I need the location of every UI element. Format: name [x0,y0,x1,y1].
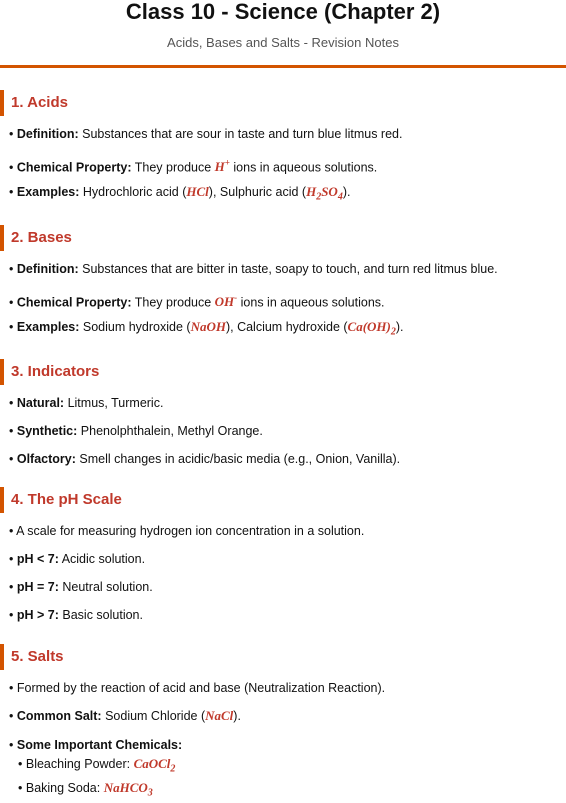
item-text: Sodium Chloride ( [105,709,206,723]
item-label: Common Salt: [16,709,102,723]
list-item: • Definition: Substances that are sour in taste and turn blue litmus red. [9,127,403,141]
formula-superscript: + [224,158,230,168]
list-item: • Olfactory: Smell changes in acidic/basic media (e.g., Onion, Vanilla). [9,452,401,466]
section-accent-bar [0,487,4,513]
section-accent-bar [0,90,4,116]
item-text: Bleaching Powder: [25,757,131,771]
section-title: 1. Acids [11,94,68,111]
item-label: Examples: [16,320,80,334]
chemical-formula [215,294,238,309]
item-text: ). [395,320,404,334]
list-item: • pH > 7: Basic solution. [9,608,143,622]
chemical-formula [133,756,176,775]
page-title: Class 10 - Science (Chapter 2) [125,0,441,24]
page-header [0,0,566,68]
item-text: ions in aqueous solutions. [240,295,385,310]
item-text: Litmus, Turmeric. [67,396,164,410]
section-title: 2. Bases [11,229,72,246]
item-label: pH < 7: [16,552,59,566]
formula-superscript: - [234,293,238,303]
item-text: Baking Soda: [25,781,101,795]
chemical-formula: NaOH [190,319,226,334]
chemical-formula: HCl [186,184,209,199]
item-label: Natural: [16,396,65,410]
section-heading [0,90,560,116]
chemical-formula: NaCl [205,708,234,723]
item-label: Definition: [16,262,79,276]
item-label: Definition: [16,127,79,141]
formula-subscript: 3 [147,787,153,799]
item-label: Olfactory: [16,452,76,466]
item-label: Chemical Property: [16,295,132,310]
item-text: Phenolphthalein, Methyl Orange. [80,424,263,438]
section-heading [0,225,560,251]
item-text: Substances that are sour in taste and turn blue litmus red. [82,127,403,141]
item-text: Sodium hydroxide ( [82,320,191,334]
item-text: ), Calcium hydroxide ( [225,320,348,334]
chemical-formula [215,159,230,174]
item-label: pH = 7: [16,580,59,594]
section-heading [0,487,560,513]
formula-subscript: 2 [316,191,322,203]
list-item: • Chemical Property: They produce H+ ions in aqueous solutions. [9,158,378,175]
item-text: They produce [134,160,212,175]
formula-part: SO [321,184,338,199]
section-accent-bar [0,359,4,385]
item-text: They produce [134,295,212,310]
item-label: Examples: [16,185,80,199]
formula-subscript: 4 [337,191,343,203]
item-label: Synthetic: [16,424,78,438]
formula-part: H [306,184,317,199]
item-text: A scale for measuring hydrogen ion concentration in a solution. [16,524,365,538]
list-item: • Synthetic: Phenolphthalein, Methyl Orange. [9,424,263,438]
list-item: • Some Important Chemicals: [9,738,183,752]
item-text: ), Sulphuric acid ( [208,185,307,199]
formula-subscript: 2 [390,326,396,338]
item-label: Some Important Chemicals: [16,738,183,752]
section-accent-bar [0,225,4,251]
sub-list-item: • Bleaching Powder: CaOCl$_2$ [18,756,176,775]
list-item: • Examples: Sodium hydroxide (NaOH), Calcium hydroxide $(Ca(OH)_2)$. [9,319,404,338]
section-accent-bar [0,644,4,670]
formula-part: CaOCl [133,756,171,771]
list-item: • pH = 7: Neutral solution. [9,580,153,594]
list-item: • Examples: Hydrochloric acid (HCl), Sulphuric acid $(H_2SO_4)$. [9,184,351,203]
formula-part: NaHCO [103,780,148,795]
item-text: Basic solution. [62,608,143,622]
section-title: 5. Salts [11,648,64,665]
formula-part: H [214,159,225,175]
item-text: Acidic solution. [61,552,146,566]
formula-part: OH [214,294,235,310]
item-text: Formed by the reaction of acid and base (Neutralization Reaction). [16,681,386,695]
list-item: • Common Salt: Sodium Chloride (NaCl). [9,708,241,723]
page-subtitle: Acids, Bases and Salts - Revision Notes [167,35,399,50]
list-item: • Natural: Litmus, Turmeric. [9,396,164,410]
list-item: • Formed by the reaction of acid and base (Neutralization Reaction). [9,681,386,695]
section-title: 3. Indicators [11,363,100,380]
item-text: ). [233,709,241,723]
item-text: Smell changes in acidic/basic media (e.g., Onion, Vanilla). [79,452,401,466]
formula-subscript: 2 [170,763,176,775]
item-text: Substances that are bitter in taste, soapy to touch, and turn red litmus blue. [82,262,498,276]
item-text: ions in aqueous solutions. [233,160,378,175]
chemical-formula [347,319,396,338]
item-text: Neutral solution. [62,580,153,594]
section-heading [0,644,560,670]
chemical-formula [103,780,153,799]
list-item: • pH < 7: Acidic solution. [9,552,146,566]
chemical-formula [306,184,343,203]
section-heading [0,359,560,385]
header-divider [0,65,566,68]
item-label: Chemical Property: [16,160,132,175]
list-item: • A scale for measuring hydrogen ion concentration in a solution. [9,524,365,538]
list-item: • Definition: Substances that are bitter in taste, soapy to touch, and turn red litmus blue. [9,262,498,276]
sub-list-item: • Baking Soda: NaHCO$_3$ [18,780,153,799]
item-text: ). [342,185,351,199]
item-text: Hydrochloric acid ( [82,185,187,199]
item-label: pH > 7: [16,608,59,622]
list-item: • Chemical Property: They produce OH- ions in aqueous solutions. [9,293,385,310]
formula-part: Ca(OH) [347,319,391,334]
section-title: 4. The pH Scale [11,491,122,508]
